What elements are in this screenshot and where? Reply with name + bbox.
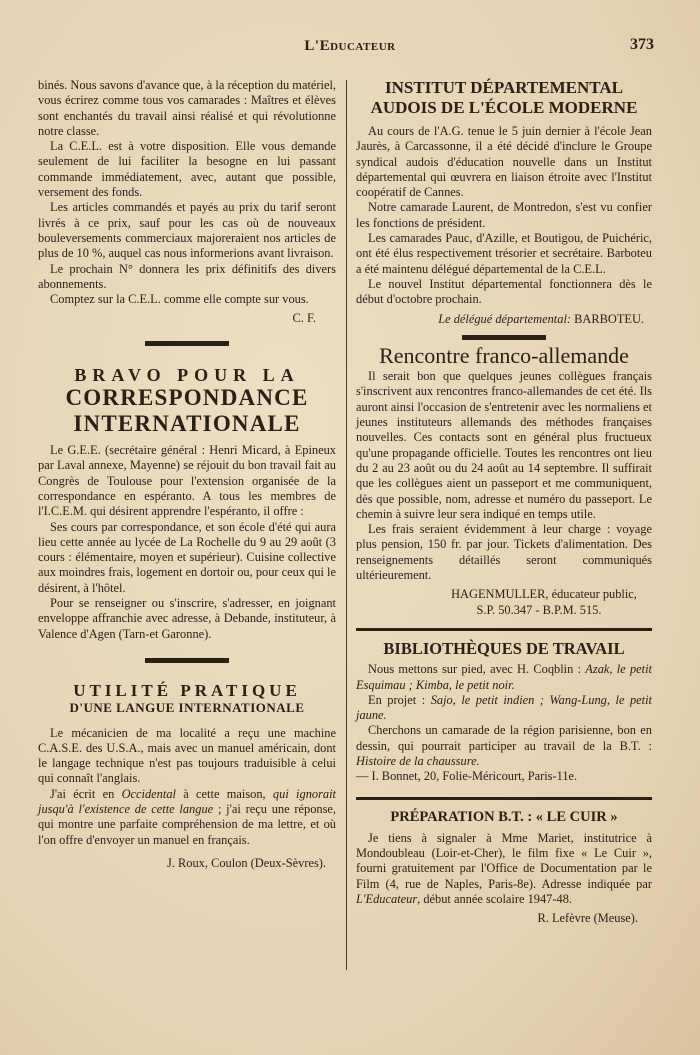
- left-column: [38, 78, 336, 871]
- bravo-article: [38, 364, 336, 642]
- signature: J. Roux, Coulon (Deux-Sèvres).: [167, 855, 326, 870]
- text: Cherchons un camarade de la région parisienne, bon en dessin, qui pourrait participer au travail de la B.T. :: [356, 723, 652, 753]
- cuir-article: [356, 810, 652, 927]
- running-head: [36, 36, 664, 60]
- paragraph: Le prochain N° donnera les prix définitifs des divers abonnements.: [38, 261, 336, 291]
- section-separator: [145, 658, 229, 663]
- text: Je tiens à signaler à Mme Mariet, institutrice à Mondoubleau (Loir-et-Cher), le film fixe « Le Cuir », fourni gratuitement par l'Office de Documentation par le Film (4, rue de Naples, Paris-8e). Adresse indiquée par: [356, 830, 652, 891]
- section-rule: [356, 797, 652, 800]
- cel-article-continuation: [38, 78, 336, 327]
- text: , début année scolaire 1947-48.: [417, 892, 572, 907]
- text: Nous mettons sur pied, avec H. Coqblin :: [368, 662, 586, 677]
- section-separator: [462, 335, 546, 340]
- section-separator: [145, 341, 229, 346]
- article-title-line: CORRESPONDANCE: [65, 385, 309, 411]
- text: J'ai écrit en: [50, 786, 122, 801]
- utilite-article: [38, 680, 337, 871]
- signature-line: S.P. 50.347 - B.P.M. 515.: [476, 602, 602, 617]
- signature-label: Le délégué départemental:: [438, 311, 572, 326]
- institut-article: [356, 78, 652, 327]
- emphasis: Occidental: [121, 786, 176, 801]
- article-title: INSTITUT DÉPARTEMENTAL AUDOIS DE L'ÉCOLE MODERNE: [370, 78, 638, 117]
- paragraph: — I. Bonnet, 20, Folie-Méricourt, Paris-11e.: [356, 769, 578, 784]
- article-title: UTILITÉ PRATIQUE: [73, 680, 301, 700]
- signature: [356, 312, 652, 327]
- paragraph: Les articles commandés et payés au prix du tarif seront livrés à ce prix, sauf pour les cas où de nouveaux bouleversements commerciaux majoreraient nos articles de plus de 10 %, auquel cas nous informerions avant livraison.: [38, 200, 336, 261]
- text: à cette maison,: [175, 786, 273, 801]
- paragraph: Notre camarade Laurent, de Montredon, s'est vu confier les fonctions de président.: [356, 200, 652, 230]
- signature-line: HAGENMULLER, éducateur public,: [451, 587, 637, 602]
- paragraph: Le mécanicien de ma localité a reçu une machine C.A.S.E. des U.S.A., mais avec un manuel américain, dont le langage technique n'est pas toujours traduisible à celui qui connaît l'anglais.: [38, 725, 336, 786]
- article-title: PRÉPARATION B.T. : « LE CUIR »: [390, 808, 618, 825]
- emphasis: Sajo, le petit indien ; Wang-Lung, le petit jaune.: [356, 692, 652, 723]
- paragraph: [38, 787, 336, 848]
- emphasis: Azak, le petit Esquimau ; Kimba, le petit noir.: [356, 662, 652, 692]
- paragraph: La C.E.L. est à votre disposition. Elle vous demande seulement de lui faciliter la besogne en lui passant commande immédiatement, avec, autant que possible, versement des fonds.: [38, 139, 336, 200]
- emphasis: L'Educateur: [356, 892, 418, 907]
- paragraph: Le G.E.E. (secrétaire général : Henri Micard, à Epineux par Laval annexe, Mayenne) se réjouit du bon travail fait au Congrès de Toulouse pour l'extension organisée de la correspondance en espéranto. A tous les membres de l'I.C.E.M. qui désirent apprendre l'espéranto, il offre :: [38, 443, 336, 519]
- article-title-line: INTERNATIONALE: [73, 411, 301, 437]
- rencontre-article: [356, 342, 652, 618]
- emphasis: qui ignorait jusqu'à l'existence de cette langue: [38, 786, 336, 816]
- text: ; j'ai reçu une réponse, qui montre une parfaite compréhension de ma lettre, et où l'on offre d'envoyer un manuel en français.: [38, 801, 337, 847]
- paragraph: [356, 831, 652, 907]
- emphasis: Histoire de la chaussure.: [356, 753, 480, 768]
- paragraph: Le nouvel Institut départemental fonctionnera dès le début d'octobre prochain.: [356, 276, 652, 307]
- paragraph: Au cours de l'A.G. tenue le 5 juin dernier à l'école Jean Jaurès, à Carcassonne, il a été décidé d'inclure le Groupe syndical audois d'éducation nouvelle dans un Institut départemental qui œuvrera en liaison étroite avec l'Institut coopératif de Cannes.: [356, 124, 652, 200]
- column-divider: [346, 80, 347, 970]
- page-number: 373: [630, 36, 654, 53]
- article-title: Rencontre franco-allemande: [379, 342, 629, 368]
- right-column: [356, 78, 652, 927]
- article-title-line: BRAVO POUR LA: [74, 364, 300, 385]
- paragraph: [356, 662, 652, 693]
- signature: R. Lefèvre (Meuse).: [537, 911, 638, 926]
- paragraph: [356, 723, 652, 769]
- paragraph: Les camarades Pauc, d'Azille, et Boutigou, de Puichéric, ont été élus respectivement trésorier et secrétaire. Barboteu a été maintenu délégué départemental de la C.E.L.: [356, 231, 652, 276]
- paragraph: binés. Nous savons d'avance que, à la réception du matériel, vous écrirez comme tous vos camarades : Maîtres et élèves sont enchantés du travail ainsi réalisé et qui révolutionne notre classe.: [38, 78, 336, 138]
- paragraph: Comptez sur la C.E.L. comme elle compte sur vous.: [50, 292, 309, 307]
- paragraph: Ses cours par correspondance, et son école d'été qui aura lieu cette année au lycée de La Rochelle du 9 au 29 août (3 cours : élémentaire, moyen et supérieur). Cuisine collective aux moindres frais, logement en dortoir ou, pour ceux qui le désirent, à l'hôtel.: [38, 519, 336, 595]
- signature: C. F.: [292, 311, 316, 326]
- paragraph: Pour se renseigner ou s'inscrire, s'adresser, en joignant enveloppe affranchie avec adresse, à Debande, instituteur, à Valence d'Agen (Tarn-et Garonne).: [38, 596, 336, 641]
- article-title: BIBLIOTHÈQUES DE TRAVAIL: [383, 638, 625, 658]
- article-subtitle: D'UNE LANGUE INTERNATIONALE: [69, 700, 305, 716]
- paragraph: Les frais seraient évidemment à leur charge : voyage plus pension, 150 fr. par jour. Tickets d'alimentation. Des renseignements détaillés seront communiqués ultérieurement.: [356, 522, 652, 583]
- section-rule: [356, 628, 652, 631]
- journal-title: L'Educateur: [304, 38, 396, 54]
- signature-name: BARBOTEU.: [574, 311, 644, 326]
- paragraph: Il serait bon que quelques jeunes collègues français s'inscrivent aux rencontres franco-allemandes de cet été. Ils auront ainsi l'occasion de s'entretenir avec les normaliens et jeunes instituteurs allemands des méthodes françaises nouvelles. Ces contacts sont en général plus fructueux qu'une propagande officielle. Toutes les rencontres ont lieu du 2 au 23 août ou du 24 août au 14 septembre. Il suffirait que les collègues aient un passeport et me communiquent, dès que possible, nom, adresse et numéro du passeport. Le chemin à suivre leur sera indiqué en temps utile.: [356, 369, 652, 521]
- paragraph: [356, 693, 652, 724]
- text: En projet :: [368, 692, 431, 707]
- bibliotheques-article: [356, 638, 652, 785]
